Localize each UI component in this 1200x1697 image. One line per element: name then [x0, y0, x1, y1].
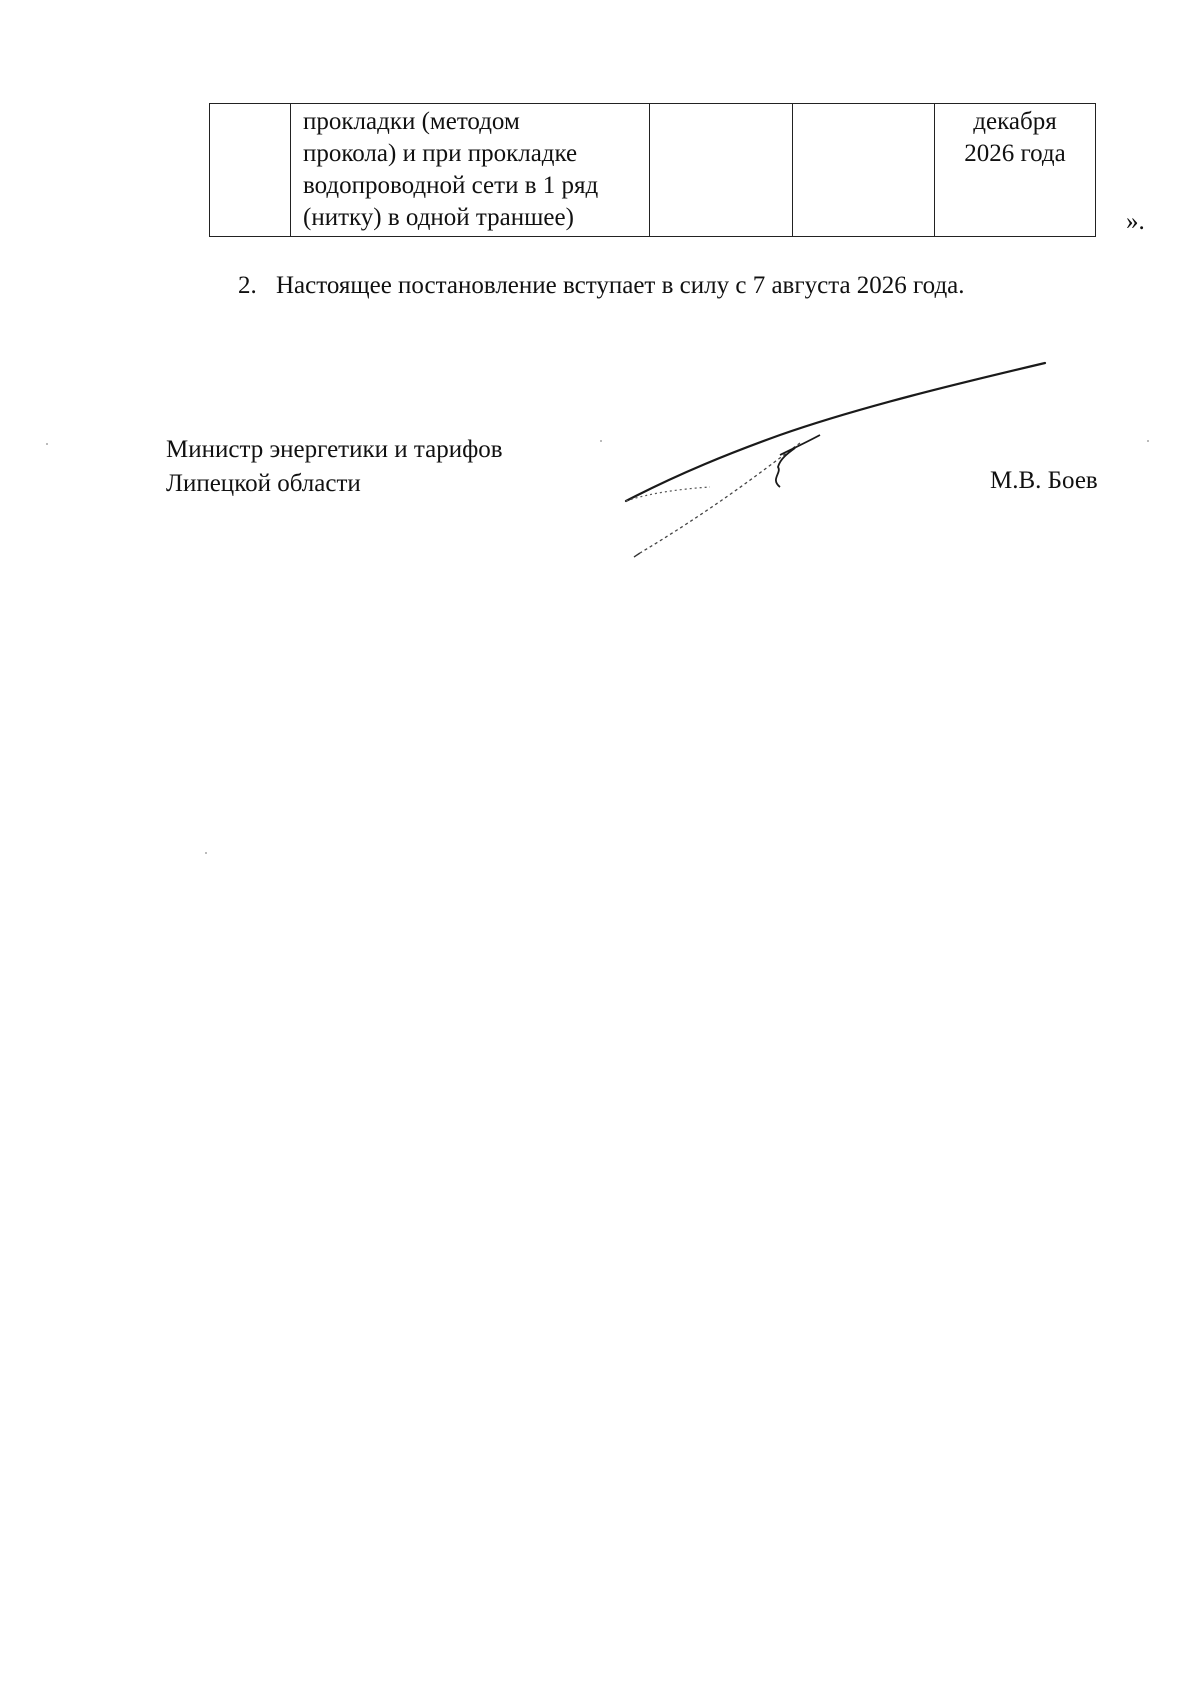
tariff-table-fragment: [209, 103, 1096, 237]
clause-number: 2.: [238, 272, 257, 299]
handwritten-signature: [620, 355, 1060, 565]
table-cell-value-1: [650, 104, 793, 237]
description-line: водопроводной сети в 1 ряд: [303, 172, 599, 199]
table-cell-value-2: [793, 104, 935, 237]
table-cell-period: [935, 104, 1096, 237]
description-line: прокладки (методом: [303, 108, 520, 135]
description-line: (нитку) в одной траншее): [303, 204, 574, 231]
scan-speck: [1147, 440, 1149, 442]
period-line: 2026 года: [964, 140, 1066, 167]
clause-2: [238, 272, 965, 300]
clause-text: Настоящее постановление вступает в силу с 7 августа 2026 года.: [276, 272, 965, 299]
period-line: декабря: [973, 108, 1057, 135]
table-row: [210, 104, 1096, 237]
table-cell-number: [210, 104, 291, 237]
table-cell-description: [291, 104, 650, 237]
scan-speck: [600, 440, 602, 442]
signatory-name: М.В. Боев: [990, 467, 1098, 494]
signatory-title-line: Липецкой области: [166, 470, 361, 497]
signatory-title-line: Министр энергетики и тарифов: [166, 436, 503, 463]
description-line: прокола) и при прокладке: [303, 140, 578, 167]
scan-speck: [205, 852, 207, 854]
scan-speck: [46, 443, 48, 445]
closing-quote: ».: [1126, 208, 1145, 235]
signatory-title: [166, 433, 503, 501]
